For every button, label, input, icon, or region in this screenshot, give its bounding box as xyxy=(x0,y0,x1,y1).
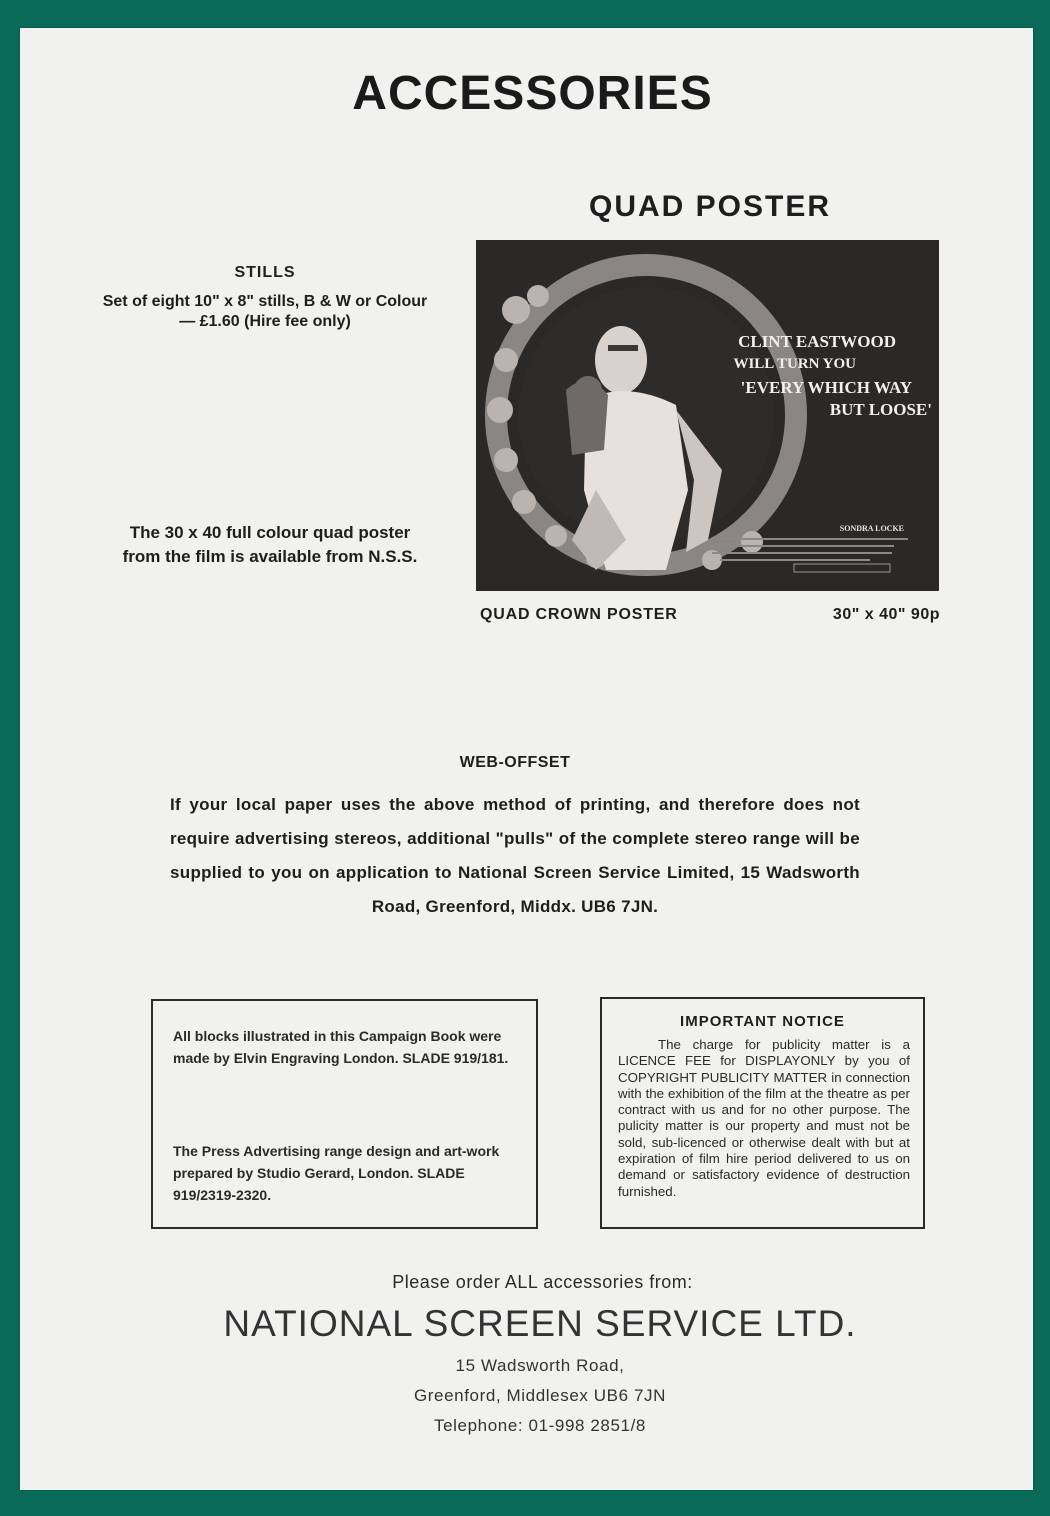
web-offset-text: If your local paper uses the above method of printing, and therefore does not require advertising stereos, additional "pulls" of the complete stereo range will be supplied to you on application to National Screen Service Limited, 15 Wadsworth Road, Greenford, Middx. UB6 7JN. xyxy=(170,795,860,916)
important-notice-box xyxy=(600,997,925,1229)
quad-poster-image xyxy=(476,240,939,591)
poster-caption: QUAD CROWN POSTER xyxy=(480,606,678,623)
notice-heading: IMPORTANT NOTICE xyxy=(680,1013,845,1030)
company-name: NATIONAL SCREEN SERVICE LTD. xyxy=(223,1303,857,1344)
page-title: ACCESSORIES xyxy=(352,67,713,120)
telephone: Telephone: 01-998 2851/8 xyxy=(434,1416,646,1435)
artwork-credit-text: The Press Advertising range design and art-work prepared by Studio Gerard, London. SLADE 919/2319-2320. xyxy=(173,1143,500,1203)
stills-heading: STILLS xyxy=(234,264,296,281)
stills-description: Set of eight 10" x 8" stills, B & W or Colour — £1.60 (Hire fee only) xyxy=(102,293,428,330)
poster-line-3: 'EVERY WHICH WAY xyxy=(740,378,912,397)
poster-line-2: WILL TURN YOU xyxy=(733,356,856,372)
poster-line-1: CLINT EASTWOOD xyxy=(738,332,896,351)
blocks-credit-box xyxy=(151,999,538,1229)
address-line-2: Greenford, Middlesex UB6 7JN xyxy=(413,1386,667,1405)
poster-size-price: 30" x 40" 90p xyxy=(832,606,940,623)
blocks-credit-text: All blocks illustrated in this Campaign Book were made by Elvin Engraving London. SLADE 919/181. xyxy=(173,1028,509,1066)
notice-text: The charge for publicity matter is a LICENCE FEE for DISPLAYONLY by you of COPYRIGHT PUBLICITY MATTER in connection with the exhibition of the film at the theatre as per contract with us and for no other purpose. The pulicity matter is our property and must not be sold, sub-licenced or otherwise dealt with but at expiration of film hire period delivered to us on demand or satisfactory evidence of destruction furnished. xyxy=(618,1037,910,1199)
address-line-1: 15 Wadsworth Road, xyxy=(455,1356,625,1375)
poster-credit: SONDRA LOCKE xyxy=(839,524,904,533)
web-offset-heading: WEB-OFFSET xyxy=(459,754,571,771)
poster-artwork xyxy=(476,240,939,591)
poster-line-4: BUT LOOSE' xyxy=(829,400,932,419)
quad-poster-heading: QUAD POSTER xyxy=(588,190,832,223)
quad-poster-description: The 30 x 40 full colour quad poster from the film is available from N.S.S. xyxy=(122,523,418,566)
order-instruction: Please order ALL accessories from: xyxy=(392,1272,693,1292)
